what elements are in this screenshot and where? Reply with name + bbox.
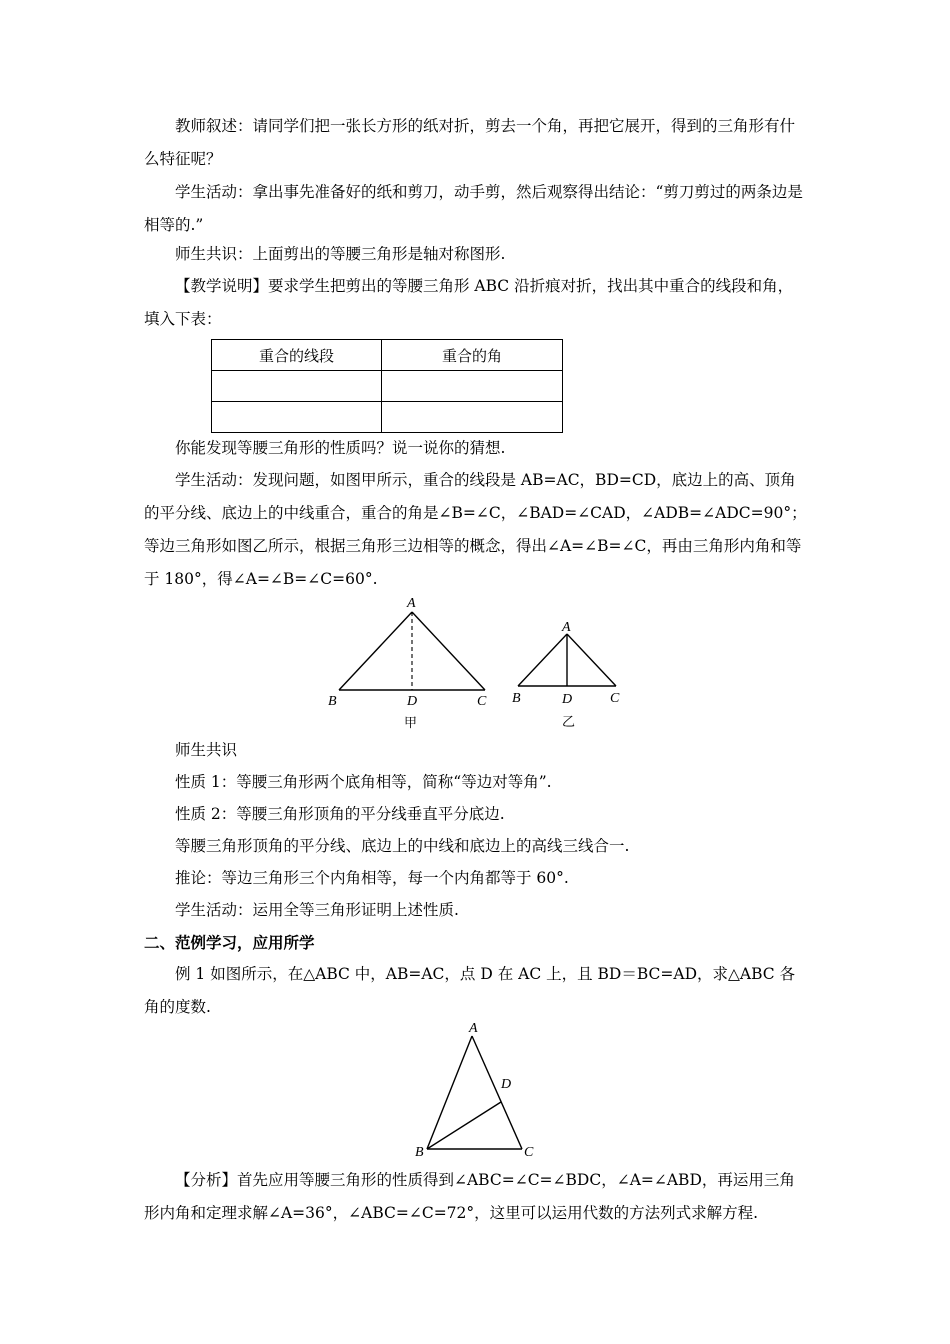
- overlap-table: [211, 339, 563, 433]
- figure-jia: [325, 592, 495, 732]
- label-a: A: [562, 620, 571, 635]
- caption-jia: 甲: [404, 716, 418, 731]
- paragraph-guess-question: 你能发现等腰三角形的性质吗？说一说你的猜想.: [175, 439, 506, 457]
- side-ab: [339, 612, 412, 690]
- segment-bd: [427, 1102, 501, 1149]
- paragraph-consensus-1: 师生共识：上面剪出的等腰三角形是轴对称图形.: [175, 245, 506, 263]
- figure-example-1: [408, 1018, 548, 1166]
- side-ab: [427, 1036, 472, 1149]
- paragraph-consensus-2: 师生共识: [175, 741, 238, 759]
- paragraph-corollary: 推论：等边三角形三个内角相等，每一个内角都等于 60°.: [175, 869, 569, 887]
- side-ab: [518, 634, 567, 686]
- label-d: D: [407, 694, 418, 709]
- table-cell: [382, 371, 563, 402]
- label-b: B: [415, 1145, 424, 1160]
- label-d: D: [562, 692, 573, 707]
- label-c: C: [610, 691, 620, 706]
- side-ac: [567, 634, 616, 686]
- side-ac: [412, 612, 485, 690]
- paragraph-three-lines: 等腰三角形顶角的平分线、底边上的中线和底边上的高线三线合一.: [175, 837, 630, 855]
- caption-yi: 乙: [562, 715, 576, 730]
- side-ac: [472, 1036, 522, 1149]
- table-cell: [212, 402, 382, 433]
- label-b: B: [512, 691, 521, 706]
- section-heading: 二、范例学习，应用所学: [144, 933, 315, 952]
- label-a: A: [407, 596, 416, 611]
- label-a: A: [469, 1021, 478, 1036]
- paragraph-student-activity-2: 学生活动：发现问题，如图甲所示，重合的线段是 AB=AC，BD=CD，底边上的高、顶角的平分线、底边上的中线重合，重合的角是∠B=∠C，∠BAD=∠CAD，∠ADB=∠ADC=90°；等边三角形如图乙所示，根据三角形三边相等的概念，得出∠A=∠B=∠C，再由三角形内角和等于 180°，得∠A=∠B=∠C=60°.: [144, 471, 807, 588]
- table-header-cell: 重合的角: [382, 340, 563, 371]
- paragraph-property-1: 性质 1：等腰三角形两个底角相等，简称“等边对等角”.: [175, 773, 552, 791]
- label-c: C: [477, 694, 487, 709]
- table-header-cell: 重合的线段: [212, 340, 382, 371]
- figure-yi: [508, 616, 628, 732]
- paragraph-teacher-narration: 教师叙述：请同学们把一张长方形的纸对折，剪去一个角，再把它展开，得到的三角形有什么特征呢？: [144, 117, 796, 168]
- paragraph-student-activity-3: 学生活动：运用全等三角形证明上述性质.: [175, 901, 459, 919]
- table-row: [212, 371, 563, 402]
- table-row: [212, 402, 563, 433]
- paragraph-teaching-note: 【教学说明】要求学生把剪出的等腰三角形 ABC 沿折痕对折，找出其中重合的线段和角，填入下表：: [144, 277, 794, 328]
- table-cell: [212, 371, 382, 402]
- paragraph-analysis: 【分析】首先应用等腰三角形的性质得到∠ABC=∠C=∠BDC，∠A=∠ABD，再运用三角形内角和定理求解∠A=36°，∠ABC=∠C=72°，这里可以运用代数的方法列式求解方程.: [144, 1171, 795, 1222]
- label-c: C: [524, 1145, 534, 1160]
- table-cell: [382, 402, 563, 433]
- paragraph-property-2: 性质 2：等腰三角形顶角的平分线垂直平分底边.: [175, 805, 505, 823]
- paragraph-student-activity-1: 学生活动：拿出事先准备好的纸和剪刀，动手剪，然后观察得出结论：“剪刀剪过的两条边是相等的.”: [144, 183, 803, 234]
- paragraph-example-1: 例 1 如图所示，在△ABC 中，AB=AC，点 D 在 AC 上，且 BD＝BC=AD，求△ABC 各角的度数.: [144, 965, 796, 1016]
- label-d: D: [501, 1077, 512, 1092]
- table-header-row: [212, 340, 563, 371]
- label-b: B: [328, 694, 337, 709]
